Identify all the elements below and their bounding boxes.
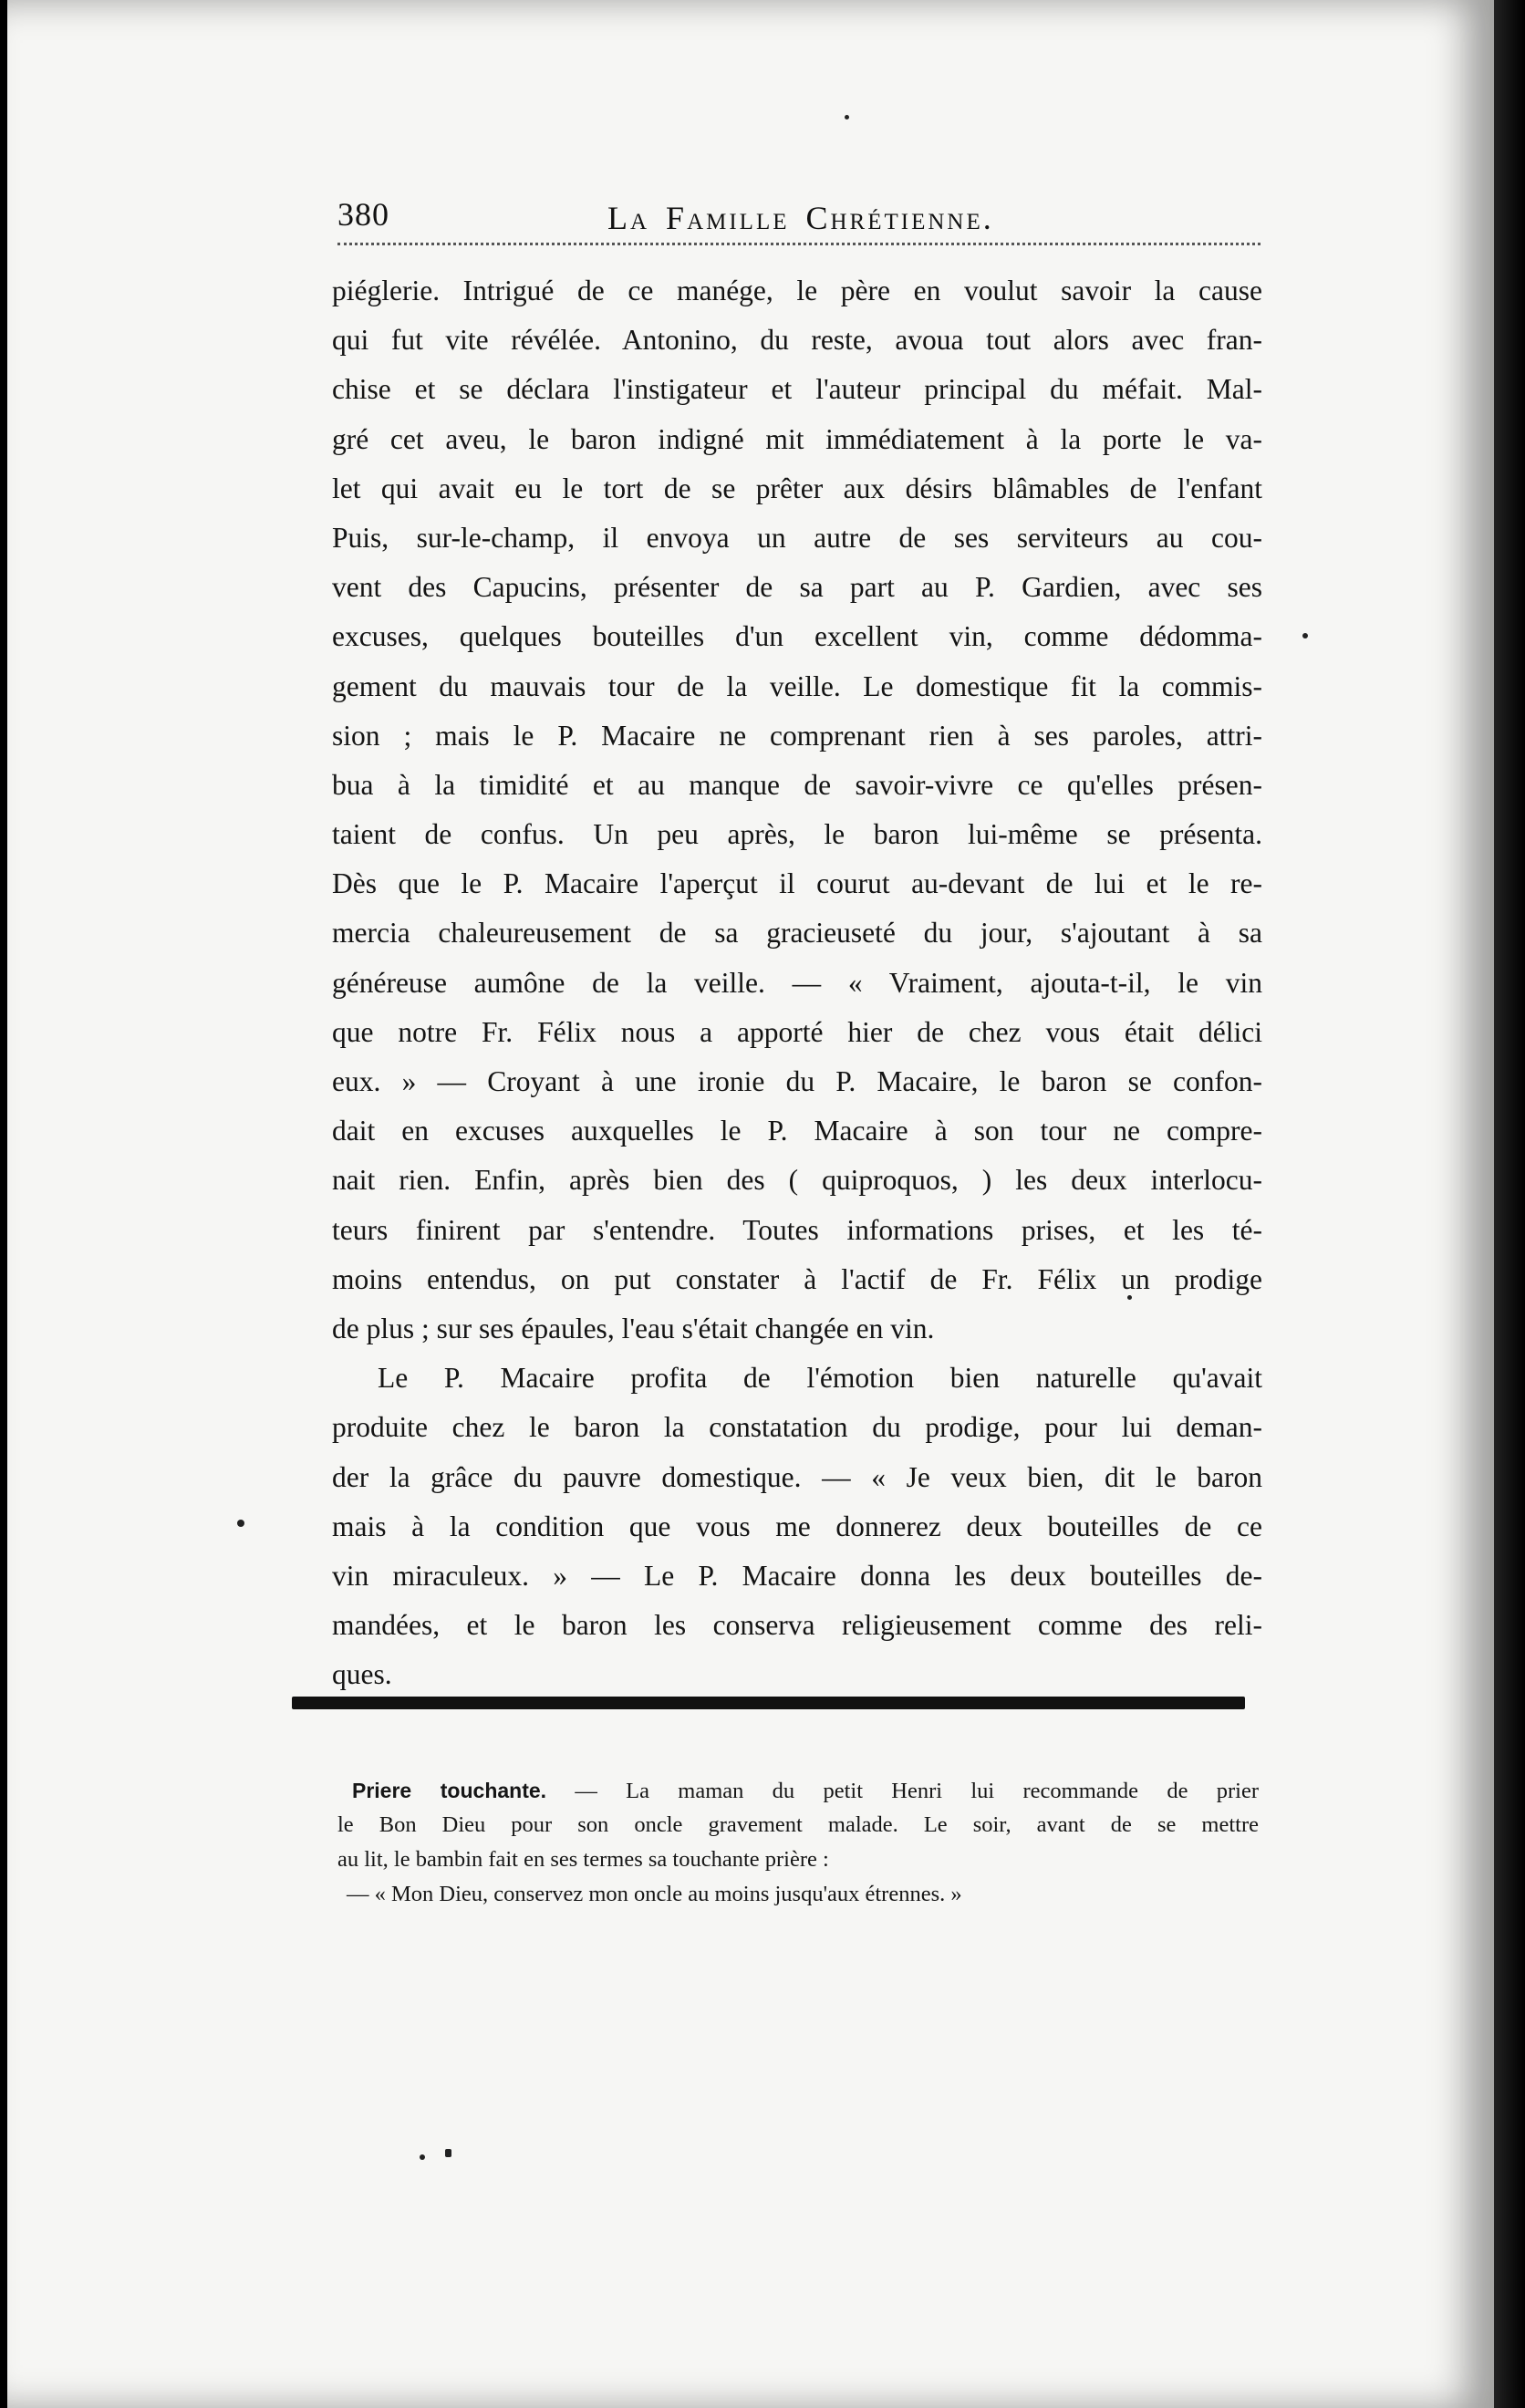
- text-line: moins entendus, on put constater à l'actif de Fr. Félix un prodige: [332, 1262, 1262, 1295]
- footnote-line: — « Mon Dieu, conservez mon oncle au moins jusqu'aux étrennes. »: [347, 1882, 962, 1906]
- text-line: produite chez le baron la constatation du prodige, pour lui deman-: [332, 1411, 1262, 1444]
- text-line: généreuse aumône de la veille. — « Vraiment, ajouta-t-il, le vin: [332, 966, 1262, 999]
- text-line: que notre Fr. Félix nous a apporté hier de chez vous était délici: [332, 1015, 1262, 1048]
- text-line: Dès que le P. Macaire l'aperçut il courut au-devant de lui et le re-: [332, 867, 1262, 900]
- text-line: mandées, et le baron les conserva religieusement comme des reli-: [332, 1609, 1262, 1642]
- footnote-line: [337, 1773, 1259, 1808]
- book-page: [7, 0, 1494, 2408]
- text-line: mercia chaleureusement de sa gracieuseté du jour, s'ajoutant à sa: [332, 917, 1262, 950]
- text-line: nait rien. Enfin, après bien des ( quiproquos, ) les deux interlocu-: [332, 1164, 1262, 1197]
- scan-speck: [237, 1520, 244, 1527]
- footnote-line: au lit, le bambin fait en ses termes sa touchante prière :: [337, 1847, 829, 1872]
- page-number: 380: [337, 196, 389, 233]
- scan-speck: [845, 115, 849, 119]
- text-line: gré cet aveu, le baron indigné mit immédiatement à la porte le va-: [332, 422, 1262, 455]
- text-line: bua à la timidité et au manque de savoir-vivre ce qu'elles présen-: [332, 768, 1262, 801]
- text-line: sion ; mais le P. Macaire ne comprenant rien à ses paroles, attri-: [332, 719, 1262, 752]
- scan-speck: [1127, 1295, 1132, 1300]
- scan-speck: [420, 2154, 425, 2160]
- text-line: ques.: [332, 1658, 392, 1691]
- text-line: vent des Capucins, présenter de sa part au P. Gardien, avec ses: [332, 571, 1262, 604]
- text-line: Puis, sur-le-champ, il envoya un autre de ses serviteurs au cou-: [332, 521, 1262, 554]
- text-line: teurs finirent par s'entendre. Toutes informations prises, et les té-: [332, 1213, 1262, 1246]
- footnote-text: — La maman du petit Henri lui recommande de prier: [546, 1779, 1259, 1803]
- footnote-title: Priere touchante.: [352, 1779, 547, 1802]
- body-text: [332, 266, 1262, 1699]
- text-line: let qui avait eu le tort de se prêter aux désirs blâmables de l'enfant: [332, 472, 1262, 504]
- text-line: der la grâce du pauvre domestique. — « Je veux bien, dit le baron: [332, 1460, 1262, 1493]
- text-line: taient de confus. Un peu après, le baron lui-même se présenta.: [332, 818, 1262, 851]
- scan-speck: [445, 2149, 451, 2157]
- text-line: de plus ; sur ses épaules, l'eau s'était changée en vin.: [332, 1312, 935, 1344]
- text-line: eux. » — Croyant à une ironie du P. Macaire, le baron se confon-: [332, 1065, 1262, 1097]
- running-title: La Famille Chrétienne.: [607, 200, 994, 236]
- text-line: vin miraculeux. » — Le P. Macaire donna les deux bouteilles de-: [332, 1559, 1262, 1592]
- text-line: mais à la condition que vous me donnerez deux bouteilles de ce: [332, 1510, 1262, 1542]
- text-line: qui fut vite révélée. Antonino, du reste, avoua tout alors avec fran-: [332, 324, 1262, 357]
- text-line: piéglerie. Intrigué de ce manége, le père en voulut savoir la cause: [332, 275, 1262, 306]
- scan-speck: [1302, 633, 1308, 638]
- header-rule: [337, 243, 1260, 245]
- text-line: Le P. Macaire profita de l'émotion bien naturelle qu'avait: [378, 1362, 1262, 1395]
- footnote: [337, 1773, 1259, 1912]
- text-line: dait en excuses auxquelles le P. Macaire à son tour ne compre-: [332, 1115, 1262, 1147]
- scan-right-border: [1494, 0, 1525, 2408]
- footnote-line: le Bon Dieu pour son oncle gravement malade. Le soir, avant de se mettre: [337, 1812, 1259, 1837]
- text-line: gement du mauvais tour de la veille. Le domestique fit la commis-: [332, 669, 1262, 702]
- section-divider-rule: [292, 1697, 1245, 1709]
- text-line: chise et se déclara l'instigateur et l'auteur principal du méfait. Mal-: [332, 373, 1262, 406]
- page-header: [337, 195, 1260, 241]
- text-line: excuses, quelques bouteilles d'un excellent vin, comme dédomma-: [332, 620, 1262, 653]
